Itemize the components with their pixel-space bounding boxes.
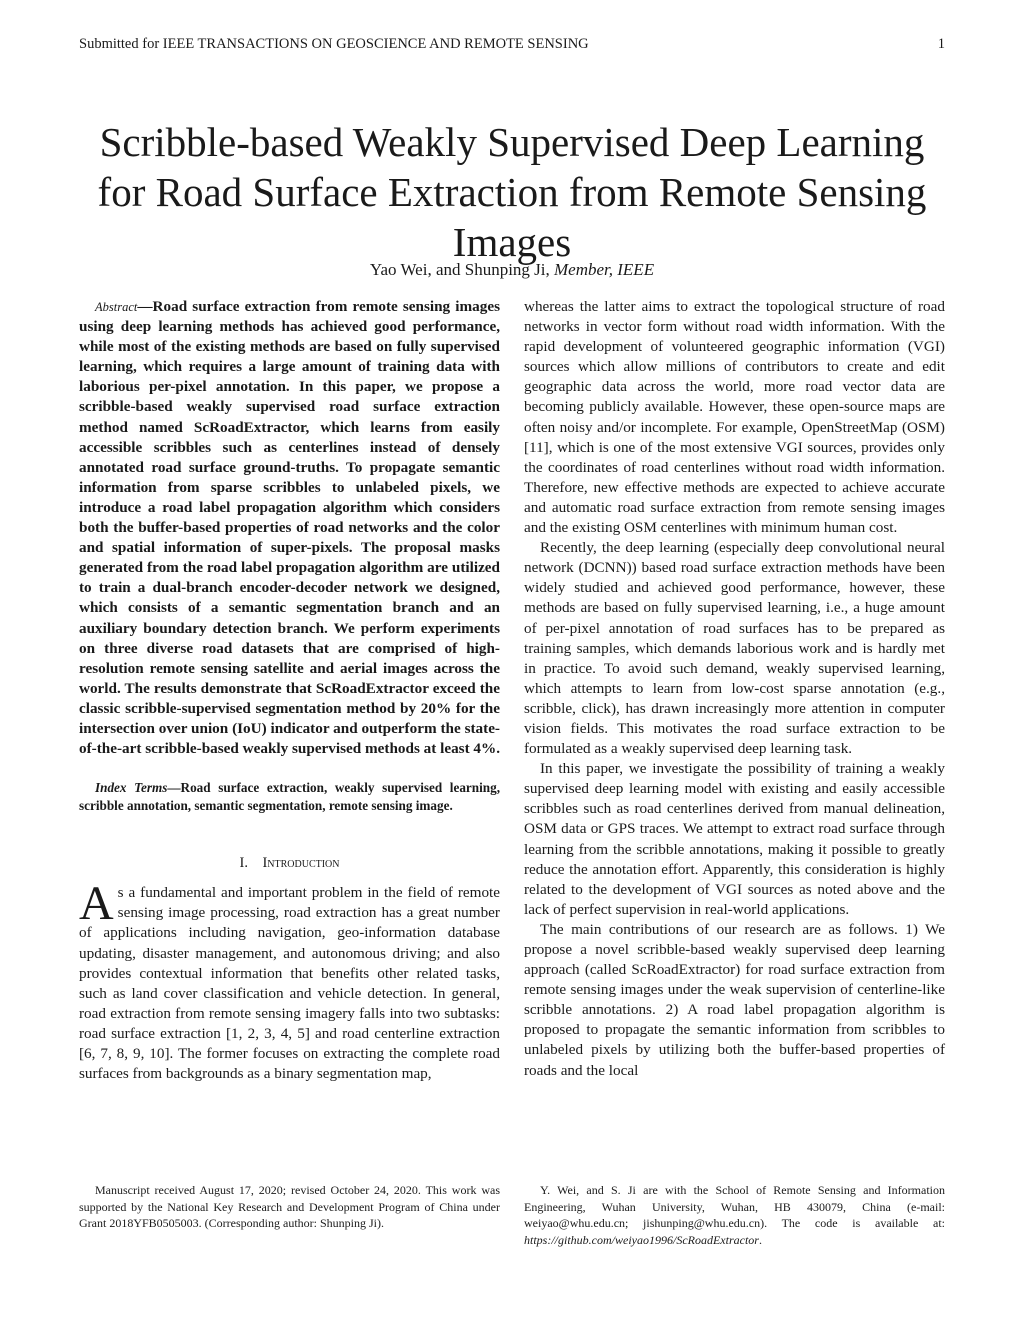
abstract-lead: Abstract xyxy=(95,300,138,314)
abstract-text: —Road surface extraction from remote sensing images using deep learning methods has achieved good performance, while most of the existing methods are based on fully supervised learning, which requires a large amount of training data with laborious per-pixel annotation. In this paper, we propose a scribble-based weakly supervised road surface extraction method named ScRoadExtractor, which learns from easily accessible scribbles such as centerlines instead of densely annotated road surface ground-truths. To propagate semantic information from sparse scribbles to unlabeled pixels, we introduce a road label propagation algorithm which considers both the buffer-based properties of road networks and the color and spatial information of super-pixels. The proposal masks generated from the road label propagation algorithm are utilized to train a dual-branch encoder-decoder network we designed, which consists of a semantic segmentation branch and an auxiliary boundary detection branch. We perform experiments on three diverse road datasets that are comprised of high-resolution remote sensing satellite and aerial images across the world. The results demonstrate that ScRoadExtractor exceed the classic scribble-supervised segmentation method by 20% for the intersection over union (IoU) indicator and outperform the state-of-the-art scribble-based weakly supervised methods at least 4%. xyxy=(79,298,501,758)
paper-title: Scribble-based Weakly Supervised Deep Learning for Road Surface Extraction from Remote Sensing Images xyxy=(97,119,927,266)
intro-paragraph xyxy=(79,877,500,1084)
footnote-affiliation-text: Y. Wei, and S. Ji are with the School of Remote Sensing and Information Engineering, Wuhan University, Wuhan, HB 430079, China (e-mail: weiyao@whu.edu.cn; jishunping@whu.edu.cn). The code is available at: xyxy=(524,1183,945,1230)
author-role: Member, IEEE xyxy=(554,260,655,279)
section-number: I. xyxy=(239,855,248,872)
body-paragraph: In this paper, we investigate the possibility of training a weakly supervised deep learning model with existing and easily accessible scribbles such as road centerlines derived from manual delineation, OSM data or GPS traces. We attempt to extract road surface through learning from the scribble annotations, making it possible to greatly reduce the annotation effort. Apparently, this consideration is highly related to the development of VGI sources as noted above and the lack of perfect supervision in real-world applications. xyxy=(524,760,945,918)
index-terms-text: —Road surface extraction, weakly supervised learning, scribble annotation, semantic segmentation, remote sensing image. xyxy=(79,780,500,814)
footnote-manuscript xyxy=(79,1182,500,1232)
section-title: Introduction xyxy=(262,855,340,872)
body-paragraph: Recently, the deep learning (especially deep convolutional neural network (DCNN)) based road surface extraction methods have been widely studied and achieved good performance, however, these methods are based on fully supervised learning, i.e., a huge amount of per-pixel annotation of road surfaces has to be prepared as training samples, which demands laborious work and is hardly met in practice. To avoid such demand, weakly supervised learning, which attempts to learn from low-cost sparse annotation (e.g., scribble, click), has drawn increasingly more attention in computer vision fields. This motivates the road surface extraction to be formulated as a weakly supervised deep learning task. xyxy=(524,539,945,758)
left-column xyxy=(79,297,500,1084)
body-paragraph: The main contributions of our research are as follows. 1) We propose a novel scribble-based weakly supervised deep learning approach (called ScRoadExtractor) for road surface extraction from remote sensing images under the weak supervision of centerline-like scribble annotations. 2) A road label propagation algorithm is proposed to propagate the semantic information from scribbles to unlabeled pixels by utilizing both the buffer-based properties of roads and the local xyxy=(524,920,945,1079)
abstract xyxy=(79,297,500,759)
body-paragraph: whereas the latter aims to extract the topological structure of road networks in vector form without road width information. With the rapid development of volunteered geographic information (VGI) sources which allow millions of contributors to create and edit geographic data across the world, more road vector data are becoming publicly available. However, these open-source maps are often noisy and/or incomplete. For example, OpenStreetMap (OSM) [11], which is one of the most extensive VGI sources, provides only the coordinates of road centerlines without road width information. Therefore, new effective methods are expected to achieve accurate and automatic road surface extraction from remote sensing images and the existing OSM centerlines with minimum human cost. xyxy=(524,298,945,537)
footnote-affiliation xyxy=(524,1182,945,1248)
footnote-end: . xyxy=(758,1232,762,1247)
index-terms-lead: Index Terms xyxy=(95,780,168,796)
index-terms xyxy=(79,779,500,815)
section-heading xyxy=(79,853,500,873)
author-names: Yao Wei, and Shunping Ji, xyxy=(369,260,550,279)
footnote-text: Manuscript received August 17, 2020; revised October 24, 2020. This work was supported by the National Key Research and Development Program of China under Grant 2018YFB0505003. (Corresponding author: Shunping Ji). xyxy=(79,1183,500,1230)
right-column xyxy=(524,297,945,1081)
drop-cap: A xyxy=(79,877,114,931)
page-number: 1 xyxy=(937,36,945,52)
author-line xyxy=(79,260,945,280)
intro-text: s a fundamental and important problem in the field of remote sensing image processing, road extraction has a great number of applications including navigation, geo-information database updating, disaster management, and autonomous driving; and also provides contextual information that benefits other related tasks, such as land cover classification and vehicle detection. In general, road extraction from remote sensing imagery falls into two subtasks: road surface extraction [1, 2, 3, 4, 5] and road centerline extraction [6, 7, 8, 9, 10]. The former focuses on extracting the complete road surfaces from backgrounds as a binary segmentation map, xyxy=(79,884,500,1083)
journal-name: Submitted for IEEE TRANSACTIONS ON GEOSCIENCE AND REMOTE SENSING xyxy=(79,36,589,52)
running-header xyxy=(79,36,945,53)
code-link[interactable]: https://github.com/weiyao1996/ScRoadExtractor xyxy=(524,1232,759,1247)
